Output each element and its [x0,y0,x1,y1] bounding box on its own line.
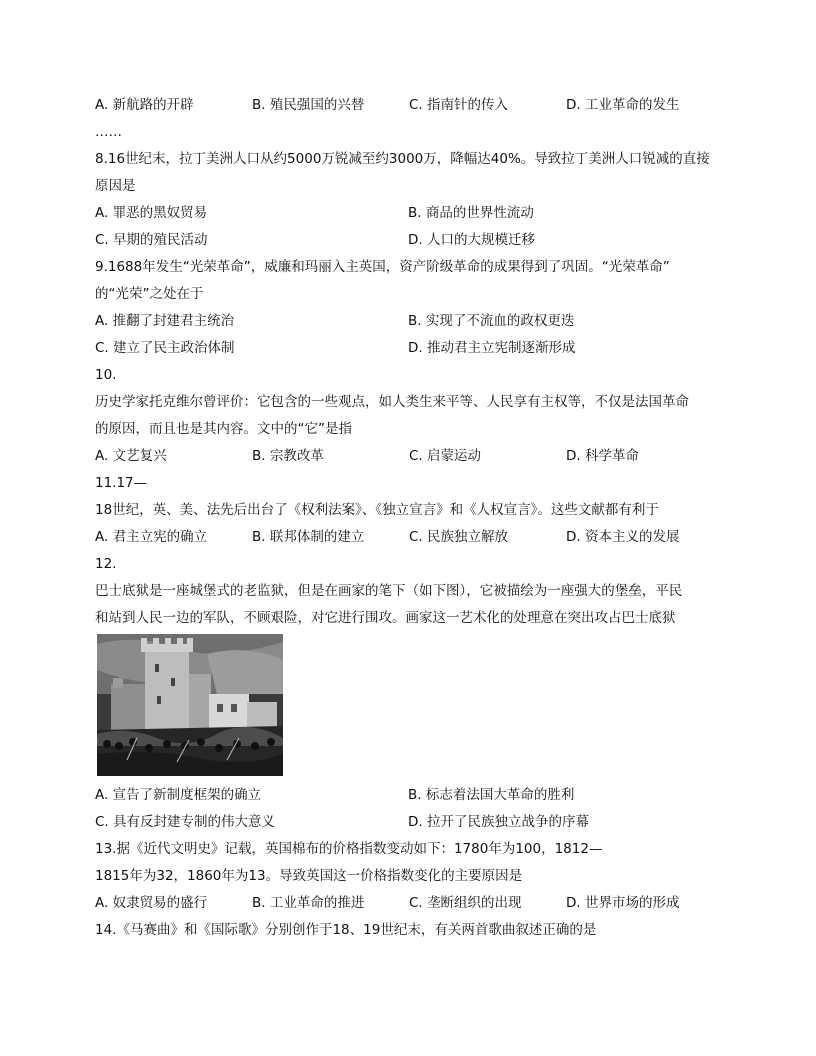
q10-option-b[interactable]: B. 宗教改革 [252,448,324,464]
q12-option-a[interactable]: A. 宣告了新制度框架的确立 [95,787,262,803]
q10-options [95,443,720,470]
q8-options-row2 [95,227,720,254]
q13-stem-line1: 13.据《近代文明史》记载，英国棉布的价格指数变动如下：1780年为100，1812— [95,841,603,857]
q12-option-c[interactable]: C. 具有反封建专制的伟大意义 [95,814,276,830]
q9-options-row2 [95,335,720,362]
q11-option-c[interactable]: C. 民族独立解放 [409,529,509,545]
q8-option-a[interactable]: A. 罪恶的黑奴贸易 [95,205,208,221]
q11-number: 11.17— [95,475,148,491]
q10-number: 10. [95,367,117,383]
q11-option-a[interactable]: A. 君主立宪的确立 [95,529,208,545]
q9-stem-line2: 的“光荣”之处在于 [95,286,204,302]
q7-option-d[interactable]: D. 工业革命的发生 [566,97,680,113]
q8-option-b[interactable]: B. 商品的世界性流动 [408,205,534,221]
q12-options-row1 [95,782,720,809]
q13-options [95,890,720,917]
bastille-painting [97,634,283,776]
q8-stem-line1: 8.16世纪末，拉丁美洲人口从约5000万锐减至约3000万，降幅达40%。导致拉丁美洲人口锐减的直接 [95,151,710,167]
q12-number: 12. [95,556,117,572]
q9-option-a[interactable]: A. 推翻了封建君主统治 [95,313,235,329]
q9-option-b[interactable]: B. 实现了不流血的政权更迭 [408,313,575,329]
q8-stem-line2: 原因是 [95,178,136,194]
q9-stem-line1: 9.1688年发生“光荣革命”，威廉和玛丽入主英国，资产阶级革命的成果得到了巩固。“光荣革命” [95,259,670,275]
q13-option-a[interactable]: A. 奴隶贸易的盛行 [95,895,208,911]
q12-options-row2 [95,809,720,836]
q10-option-d[interactable]: D. 科学革命 [566,448,639,464]
q11-stem-line1: 18世纪，英、美、法先后出台了《权利法案》、《独立宣言》和《人权宣言》。这些文献都有利于 [95,502,659,518]
q12-option-d[interactable]: D. 拉开了民族独立战争的序幕 [408,814,589,830]
q11-options [95,524,720,551]
q13-option-b[interactable]: B. 工业革命的推进 [252,895,365,911]
q11-option-b[interactable]: B. 联邦体制的建立 [252,529,365,545]
q10-stem-line1: 历史学家托克维尔曾评价：它包含的一些观点，如人类生来平等、人民享有主权等，不仅是法国革命 [95,394,689,410]
bastille-painting-image [97,634,283,776]
q8-option-d[interactable]: D. 人口的大规模迁移 [408,232,535,248]
q9-option-d[interactable]: D. 推动君主立宪制逐渐形成 [408,340,576,356]
q9-options-row1 [95,308,720,335]
q12-stem-line2: 和站到人民一边的军队，不顾艰险，对它进行围攻。画家这一艺术化的处理意在突出攻占巴士底狱 [95,610,676,626]
q12-option-b[interactable]: B. 标志着法国大革命的胜利 [408,787,575,803]
q13-stem-line2: 1815年为32，1860年为13。导致英国这一价格指数变化的主要原因是 [95,868,523,884]
q13-option-c[interactable]: C. 垄断组织的出现 [409,895,522,911]
q14-stem-line1: 14.《马赛曲》和《国际歌》分别创作于18、19世纪末，有关两首歌曲叙述正确的是 [95,922,597,938]
q10-stem-line2: 的原因，而且也是其内容。文中的“它”是指 [95,421,352,437]
q7-options [95,92,720,119]
q11-option-d[interactable]: D. 资本主义的发展 [566,529,680,545]
q10-option-a[interactable]: A. 文艺复兴 [95,448,167,464]
q7-option-c[interactable]: C. 指南针的传入 [409,97,509,113]
q9-option-c[interactable]: C. 建立了民主政治体制 [95,340,235,356]
q7-option-b[interactable]: B. 殖民强国的兴替 [252,97,365,113]
q10-option-c[interactable]: C. 启蒙运动 [409,448,482,464]
exam-content [95,92,720,944]
q8-options-row1 [95,200,720,227]
q12-stem-line1: 巴士底狱是一座城堡式的老监狱，但是在画家的笔下（如下图），它被描绘为一座强大的堡垒，平民 [95,583,683,599]
q7-option-a[interactable]: A. 新航路的开辟 [95,97,194,113]
q8-option-c[interactable]: C. 早期的殖民活动 [95,232,208,248]
ellipsis: …… [95,124,122,140]
q13-option-d[interactable]: D. 世界市场的形成 [566,895,680,911]
